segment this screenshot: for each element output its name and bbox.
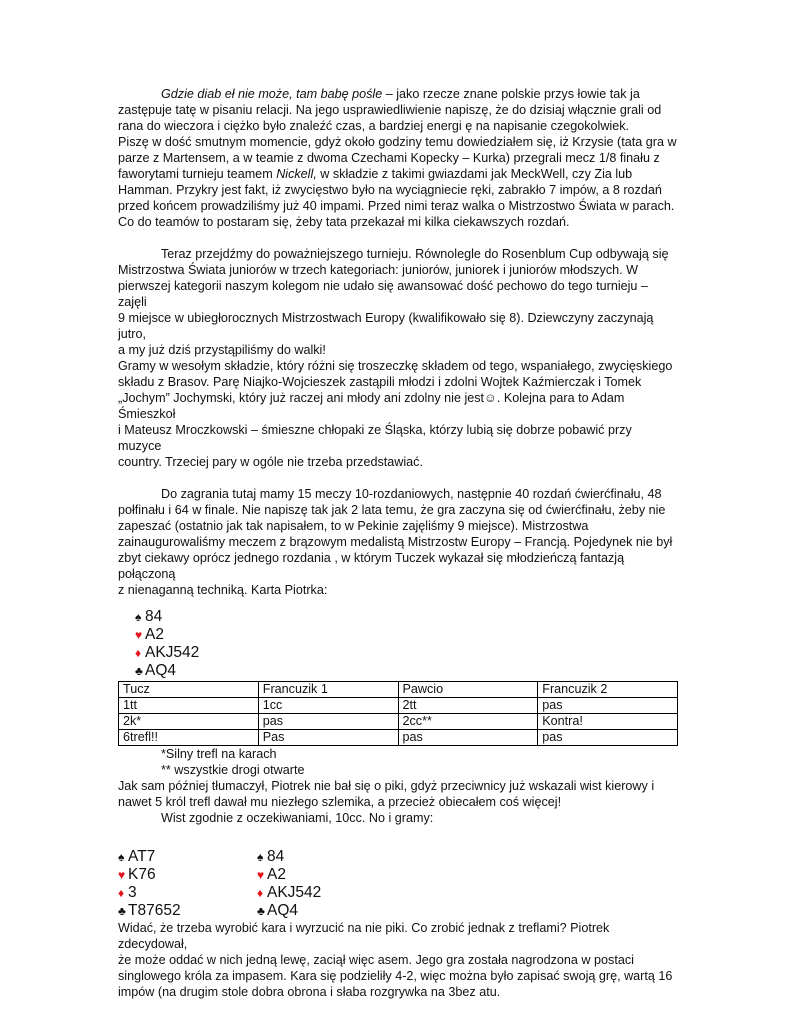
bid-cell: 6trefl!!: [119, 730, 259, 746]
paragraph-teams: Piszę w dość smutnym momencie, gdyż około godziny temu dowiedziałem się, iż Krzysie (tata gra w parze z Martensem, a w teamie z dwoma Czechami Kopecky – Kurka) przegrali mecz 1/8 finału z faworytami turnieju teamem Nickell, w składzie z takimi gwiazdami jak MeckWell, czy Zia lub Hamman. Przykry jest fakt, iż zwycięstwo było na wyciągniecie ręki, zabrakło 7 impów, a 8 rozdań przed końcem prowadziliśmy już 40 impami. Przed nimi teraz walka o Mistrzostwo Świata w parach. Co do teamów to postaram się, żeby tata przekazał mi kilka ciekawszych rozdań.: [118, 135, 677, 229]
paragraph-play: Widać, że trzeba wyrobić kara i wyrzucić na nie piki. Co zrobić jednak z treflami? Piotrek zdecydował, że może oddać w nich jedną lewę, zaciął więc asem. Jego gra została nagrodzona w postaci singlowego króla za impasem. Kara się podzieliły 4-2, więc można było zapisać swoją grę, wartą 16 impów (na drugim stole dobra obrona i słaba rozgrywka na 3bez atu.: [118, 921, 673, 999]
bidding-row: [119, 714, 678, 730]
spade-icon: ♠: [135, 610, 142, 624]
paragraph-schedule: Do zagrania tutaj mamy 15 meczy 10-rozdaniowych, następnie 40 rozdań ćwierćfinału, 48 połfinału i 64 w finale. Nie napiszę tak jak 2 lata temu, że gra zaczyna się od ćwierćfinału, żeby nie zapeszać (ostatnio jak tak napisałem, to w Pekinie zajęliśmy 9 miejsce). Mistrzostwa zainaugurowaliśmy meczem z brązowym medalistą Mistrzostw Europy – Francją. Pojedynek nie był zbyt ciekawy oprócz jednego rozdania , w którym Tuczek wykazał się młodzieńczą fantazją połączoną z nienaganną techniką. Karta Piotrka:: [118, 487, 673, 597]
bid-cell: pas: [258, 714, 398, 730]
heart-icon: ♥: [257, 868, 265, 882]
smiley-icon: ☺: [484, 391, 497, 405]
hands-diagram: [118, 848, 678, 920]
club-icon: ♣: [135, 664, 143, 678]
bidding-header: Francuzik 1: [258, 682, 398, 698]
bidding-row: [119, 730, 678, 746]
spade-icon: ♠: [118, 850, 125, 864]
bid-cell: pas: [398, 730, 538, 746]
bid-cell: 1tt: [119, 698, 259, 714]
bid-cell: pas: [538, 698, 678, 714]
hand-piotrek: ♠ 84 ♥ A2 ♦ AKJ542 ♣ AQ4: [135, 608, 200, 679]
bid-cell: 2tt: [398, 698, 538, 714]
bid-cell: Pas: [258, 730, 398, 746]
paragraph-juniors: Teraz przejdźmy do poważniejszego turnieju. Równolegle do Rosenblum Cup odbywają się Mistrzostwa Świata juniorów w trzech kategoriach: juniorów, juniorek i juniorów młodszych. W pierwszej kategorii naszym kolegom nie udało się awansować dość pechowo do tego turnieju – zajęli 9 miejsce w ubiegłorocznych Mistrzostwach Europy (kwalifikowało się 8). Dziewczyny zaczynają jutro, a my już dziś przystąpiliśmy do walki!: [118, 247, 669, 357]
hand-declarer: ♠ 84 ♥ A2 ♦ AKJ542 ♣ AQ4: [257, 848, 322, 919]
paragraph-opening-lead: Wist zgodnie z oczekiwaniami, 10cc. No i gramy:: [161, 811, 434, 825]
diamond-icon: ♦: [118, 886, 125, 900]
bidding-header-row: [119, 682, 678, 698]
spade-icon: ♠: [257, 850, 264, 864]
club-icon: ♣: [118, 904, 126, 918]
bidding-header: Tucz: [119, 682, 259, 698]
bidding-note-1: *Silny trefl na karach: [161, 747, 277, 761]
paragraph-squad: Gramy w wesołym składzie, który różni się troszeczkę składem od tego, wspaniałego, zwycięskiego składu z Brasov. Parę Niajko-Wojcieszek zastąpili młodzi i zdolni Wojtek Kaźmierczak i Tomek „Jochym” Jochymski, który już raczej ani młody ani zdolny nie jest☺. Kolejna para to Adam Śmieszkoł i Mateusz Mroczkowski – śmieszne chłopaki ze Śląska, którzy lubią się dobrze pobawić przy muzyce country. Trzeciej pary w ogóle nie trzeba przedstawiać.: [118, 359, 673, 469]
team-name-nickell: Nickell,: [276, 167, 317, 181]
bid-cell: 2k*: [119, 714, 259, 730]
bidding-header: Pawcio: [398, 682, 538, 698]
heart-icon: ♥: [118, 868, 126, 882]
bidding-note-2: ** wszystkie drogi otwarte: [161, 763, 305, 777]
heart-icon: ♥: [135, 628, 143, 642]
bid-cell: Kontra!: [538, 714, 678, 730]
diamond-icon: ♦: [135, 646, 142, 660]
bidding-header: Francuzik 2: [538, 682, 678, 698]
bidding-table: [118, 681, 678, 746]
document-page: [118, 86, 678, 1000]
club-icon: ♣: [257, 904, 265, 918]
hand-dummy: ♠ AT7 ♥ K76 ♦ 3 ♣ T87652: [118, 848, 181, 919]
paragraph-lead: Jak sam później tłumaczył, Piotrek nie bał się o piki, gdyż przeciwnicy już wskazali wist kierowy i nawet 5 król trefl dawał mu niezłego szlemika, a przecież obiecałem coś więcej!: [118, 779, 655, 809]
paragraph-intro: Gdzie diab eł nie może, tam babę pośle – jako rzecze znane polskie przys łowie tak ja zastępuje tatę w pisaniu relacji. Na jego usprawiedliwienie napiszę, że do dzisiaj włącznie grali od rana do wieczora i ciężko było znaleźć czas, a bardziej energi ę na napisanie czegokolwiek.: [118, 87, 662, 133]
diamond-icon: ♦: [257, 886, 264, 900]
bidding-row: [119, 698, 678, 714]
bid-cell: 1cc: [258, 698, 398, 714]
bid-cell: pas: [538, 730, 678, 746]
proverb-quote: Gdzie diab eł nie może, tam babę pośle: [161, 87, 383, 101]
bid-cell: 2cc**: [398, 714, 538, 730]
